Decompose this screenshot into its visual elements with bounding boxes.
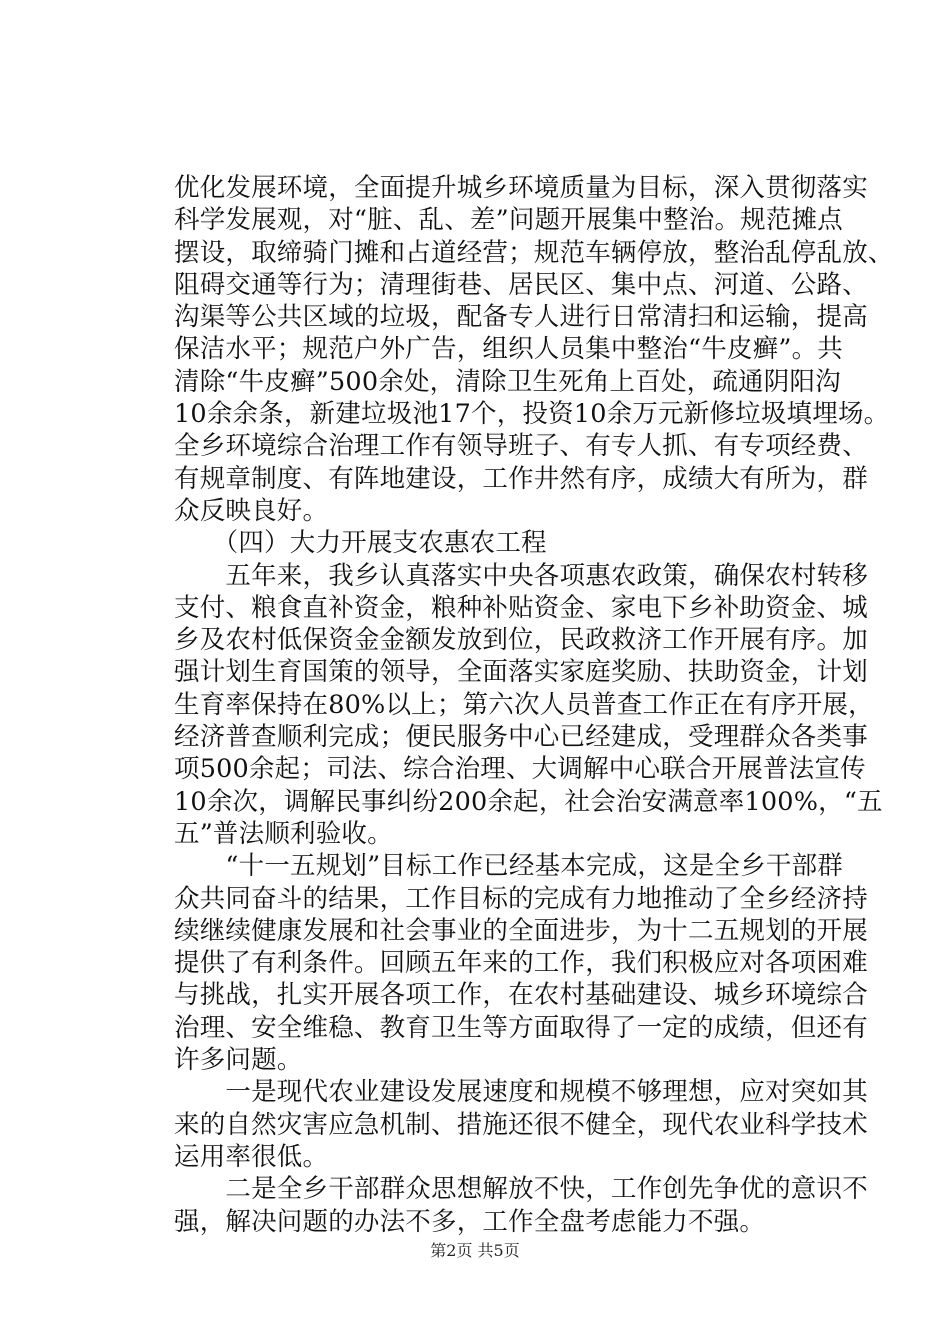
body-line: 与挑战，扎实开展各项工作，在农村基础建设、城乡环境综合 bbox=[174, 980, 868, 1011]
document-body bbox=[174, 172, 894, 1238]
body-line: 许多问题。 bbox=[174, 1045, 303, 1076]
body-line: 众共同奋斗的结果，工作目标的完成有力地推动了全乡经济持 bbox=[174, 883, 868, 914]
body-line: 续继续健康发展和社会事业的全面进步，为十二五规划的开展 bbox=[174, 915, 868, 946]
body-line: 一是现代农业建设发展速度和规模不够理想，应对突如其 bbox=[174, 1077, 868, 1108]
body-line: 清除“牛皮癣”500余处，清除卫生死角上百处，疏通阴阳沟 bbox=[174, 366, 841, 397]
body-line: 强计划生育国策的领导，全面落实家庭奖励、扶助资金，计划 bbox=[174, 657, 868, 688]
body-line: “十一五规划”目标工作已经基本完成，这是全乡干部群 bbox=[174, 851, 843, 882]
section-heading: （四）大力开展支农惠农工程 bbox=[174, 528, 547, 559]
body-line: 提供了有利条件。回顾五年来的工作，我们积极应对各项困难 bbox=[174, 948, 868, 979]
body-line: 有规章制度、有阵地建设，工作井然有序，成绩大有所为，群 bbox=[174, 463, 868, 494]
body-line: 项500余起；司法、综合治理、大调解中心联合开展普法宣传 bbox=[174, 754, 866, 785]
body-line: 保洁水平；规范户外广告，组织人员集中整治“牛皮癣”。共 bbox=[174, 334, 843, 365]
body-line: 生育率保持在80%以上；第六次人员普查工作正在有序开展， bbox=[174, 689, 874, 720]
body-line: 治理、安全维稳、教育卫生等方面取得了一定的成绩，但还有 bbox=[174, 1012, 868, 1043]
body-line: 全乡环境综合治理工作有领导班子、有专人抓、有专项经费、 bbox=[174, 431, 868, 462]
body-line: 五年来，我乡认真落实中央各项惠农政策，确保农村转移 bbox=[174, 560, 868, 591]
body-line: 10余余条，新建垃圾池17个，投资10余万元新修垃圾填埋场。 bbox=[174, 399, 890, 430]
body-line: 运用率很低。 bbox=[174, 1141, 329, 1172]
body-line: 科学发展观，对“脏、乱、差”问题开展集中整治。规范摊点 bbox=[174, 205, 843, 236]
page-footer bbox=[0, 1240, 950, 1262]
body-line: 摆设，取缔骑门摊和占道经营；规范车辆停放，整治乱停乱放、 bbox=[174, 237, 894, 268]
body-line: 强，解决问题的办法不多，工作全盘考虑能力不强。 bbox=[174, 1206, 766, 1237]
body-line: 五”普法顺利验收。 bbox=[174, 818, 393, 849]
body-line: 来的自然灾害应急机制、措施还很不健全，现代农业科学技术 bbox=[174, 1109, 868, 1140]
body-line: 经济普查顺利完成；便民服务中心已经建成，受理群众各类事 bbox=[174, 722, 868, 753]
body-line: 阻碍交通等行为；清理街巷、居民区、集中点、河道、公路、 bbox=[174, 269, 868, 300]
body-line: 支付、粮食直补资金，粮种补贴资金、家电下乡补助资金、城 bbox=[174, 592, 868, 623]
body-line: 优化发展环境，全面提升城乡环境质量为目标，深入贯彻落实 bbox=[174, 173, 868, 203]
body-line: 二是全乡干部群众思想解放不快，工作创先争优的意识不 bbox=[174, 1174, 868, 1205]
page-number: 第2页 共5页 bbox=[430, 1241, 520, 1260]
body-line: 乡及农村低保资金金额发放到位，民政救济工作开展有序。加 bbox=[174, 625, 868, 656]
body-line: 众反映良好。 bbox=[174, 495, 329, 526]
body-line: 沟渠等公共区域的垃圾，配备专人进行日常清扫和运输，提高 bbox=[174, 302, 868, 333]
body-line: 10余次，调解民事纠纷200余起，社会治安满意率100%，“五 bbox=[174, 786, 883, 817]
